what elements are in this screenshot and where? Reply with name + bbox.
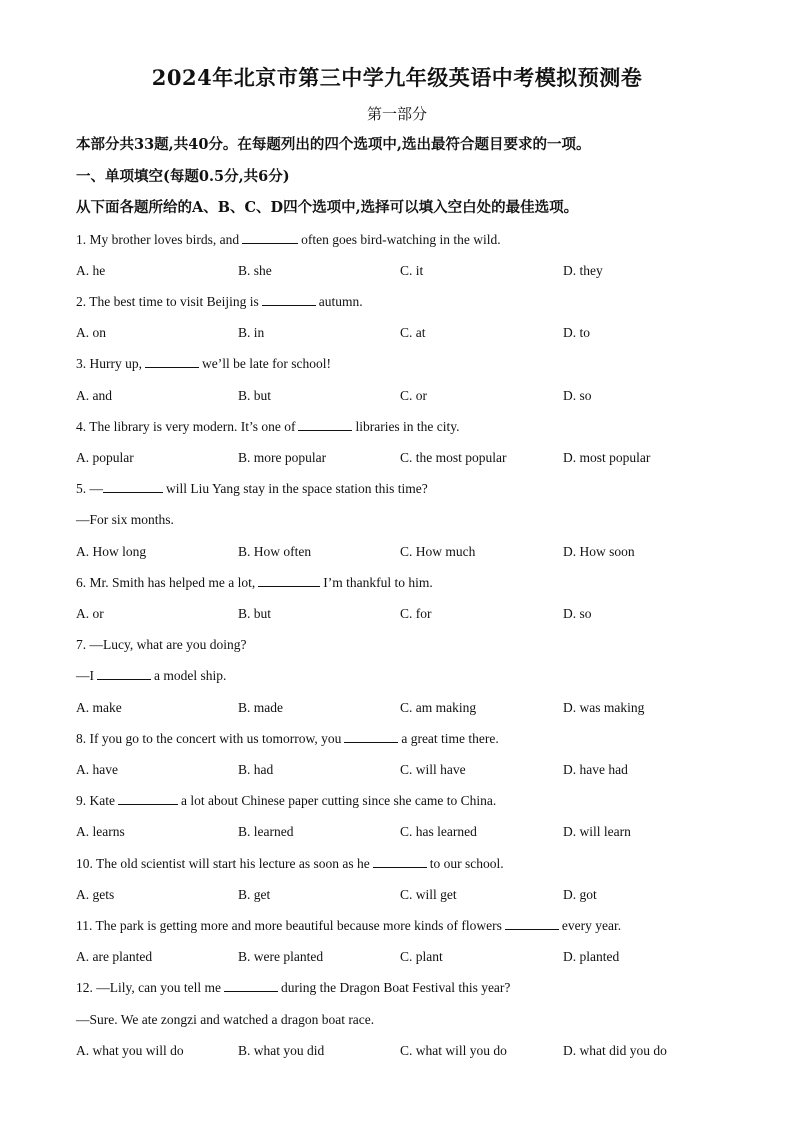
- part-heading: 第一部分: [366, 105, 427, 123]
- option-c: C. plant: [400, 949, 443, 964]
- answer-blank: [145, 355, 199, 368]
- option-d: D. so: [563, 388, 592, 403]
- option-b: B. were planted: [238, 949, 324, 964]
- question-text: 12. —Lily, can you tell me: [76, 980, 221, 995]
- option-b: B. what you did: [238, 1043, 325, 1058]
- option-c: C. the most popular: [400, 450, 507, 465]
- option-b: B. but: [238, 606, 272, 621]
- question-text: autumn.: [318, 294, 363, 309]
- option-b: B. learned: [238, 824, 294, 839]
- option-c: C. what will you do: [400, 1043, 507, 1058]
- option-a: A. How long: [76, 544, 147, 559]
- option-a: A. on: [76, 325, 106, 340]
- option-d: D. planted: [563, 949, 620, 964]
- option-d: D. they: [563, 263, 603, 278]
- answer-blank: [224, 979, 278, 992]
- option-c: C. or: [400, 388, 427, 403]
- question-12: [76, 979, 510, 997]
- option-c: C. it: [400, 263, 424, 278]
- question-2: [76, 293, 363, 311]
- answer-blank: [258, 574, 320, 587]
- question-7: 7. —Lucy, what are you doing?: [76, 637, 247, 652]
- option-d: D. most popular: [563, 450, 651, 465]
- option-d: D. to: [563, 325, 590, 340]
- question-text: often goes bird-watching in the wild.: [301, 232, 501, 247]
- answer-blank: [242, 231, 298, 244]
- question-text: a model ship.: [154, 668, 227, 683]
- question-10: [76, 855, 504, 873]
- question-text: —I: [76, 668, 94, 683]
- option-a: A. learns: [76, 824, 125, 839]
- question-9: [76, 792, 496, 810]
- option-d: D. How soon: [563, 544, 635, 559]
- option-c: C. will have: [400, 762, 466, 777]
- option-a: A. gets: [76, 887, 115, 902]
- option-d: D. was making: [563, 700, 645, 715]
- answer-blank: [97, 667, 151, 680]
- question-text: I’m thankful to him.: [323, 575, 433, 590]
- question-8: [76, 730, 499, 748]
- option-c: C. for: [400, 606, 432, 621]
- question-text: 10. The old scientist will start his lecture as soon as he: [76, 856, 370, 871]
- question-text: every year.: [561, 918, 622, 933]
- option-d: D. will learn: [563, 824, 631, 839]
- option-b: B. How often: [238, 544, 312, 559]
- option-b: B. get: [238, 887, 271, 902]
- question-text: we’ll be late for school!: [202, 356, 331, 371]
- question-text: a great time there.: [401, 731, 499, 746]
- option-c: C. will get: [400, 887, 457, 902]
- option-b: B. but: [238, 388, 272, 403]
- option-a: A. or: [76, 606, 104, 621]
- option-b: B. she: [238, 263, 272, 278]
- question-7-reply: [76, 667, 226, 685]
- question-3: [76, 355, 331, 373]
- option-b: B. made: [238, 700, 283, 715]
- option-a: A. have: [76, 762, 118, 777]
- question-text: libraries in the city.: [355, 419, 460, 434]
- option-c: C. at: [400, 325, 426, 340]
- answer-blank: [118, 792, 178, 805]
- question-5-reply: —For six months.: [76, 512, 174, 527]
- answer-blank: [344, 730, 398, 743]
- answer-blank: [103, 480, 163, 493]
- question-text: 3. Hurry up,: [76, 356, 142, 371]
- option-b: B. had: [238, 762, 274, 777]
- question-text: 1. My brother loves birds, and: [76, 232, 240, 247]
- page-title: 2024年北京市第三中学九年级英语中考模拟预测卷: [151, 65, 643, 90]
- question-text: during the Dragon Boat Festival this year?: [280, 980, 511, 995]
- instructions-intro: 本部分共33题,共40分。在每题列出的四个选项中,选出最符合题目要求的一项。: [76, 136, 591, 153]
- option-d: D. so: [563, 606, 592, 621]
- question-text: 5. —: [76, 481, 103, 496]
- question-text: 2. The best time to visit Beijing is: [76, 294, 259, 309]
- question-11: [76, 917, 621, 935]
- answer-blank: [262, 293, 316, 306]
- section-directions: 从下面各题所给的A、B、C、D四个选项中,选择可以填入空白处的最佳选项。: [76, 199, 579, 216]
- option-d: D. what did you do: [563, 1043, 667, 1058]
- option-a: A. what you will do: [76, 1043, 184, 1058]
- question-5: [76, 480, 428, 498]
- question-text: 4. The library is very modern. It’s one of: [76, 419, 296, 434]
- question-text: 6. Mr. Smith has helped me a lot,: [76, 575, 256, 590]
- option-b: B. more popular: [238, 450, 327, 465]
- option-a: A. he: [76, 263, 106, 278]
- question-12-reply: —Sure. We ate zongzi and watched a dragon boat race.: [76, 1012, 375, 1027]
- question-text: 9. Kate: [76, 793, 115, 808]
- option-a: A. and: [76, 388, 112, 403]
- question-1: [76, 231, 501, 249]
- question-text: 8. If you go to the concert with us tomorrow, you: [76, 731, 342, 746]
- answer-blank: [505, 917, 559, 930]
- question-text: will Liu Yang stay in the space station this time?: [166, 481, 428, 496]
- section-heading: 一、单项填空(每题0.5分,共6分): [76, 168, 290, 185]
- option-d: D. have had: [563, 762, 628, 777]
- question-text: a lot about Chinese paper cutting since she came to China.: [180, 793, 497, 808]
- option-c: C. How much: [400, 544, 476, 559]
- question-text: 11. The park is getting more and more beautiful because more kinds of flowers: [76, 918, 502, 933]
- option-a: A. popular: [76, 450, 134, 465]
- option-c: C. am making: [400, 700, 477, 715]
- option-a: A. are planted: [76, 949, 153, 964]
- option-c: C. has learned: [400, 824, 477, 839]
- option-b: B. in: [238, 325, 265, 340]
- question-text: to our school.: [429, 856, 504, 871]
- option-a: A. make: [76, 700, 122, 715]
- answer-blank: [373, 855, 427, 868]
- question-6: [76, 574, 433, 592]
- answer-blank: [298, 418, 352, 431]
- option-d: D. got: [563, 887, 597, 902]
- question-4: [76, 418, 460, 436]
